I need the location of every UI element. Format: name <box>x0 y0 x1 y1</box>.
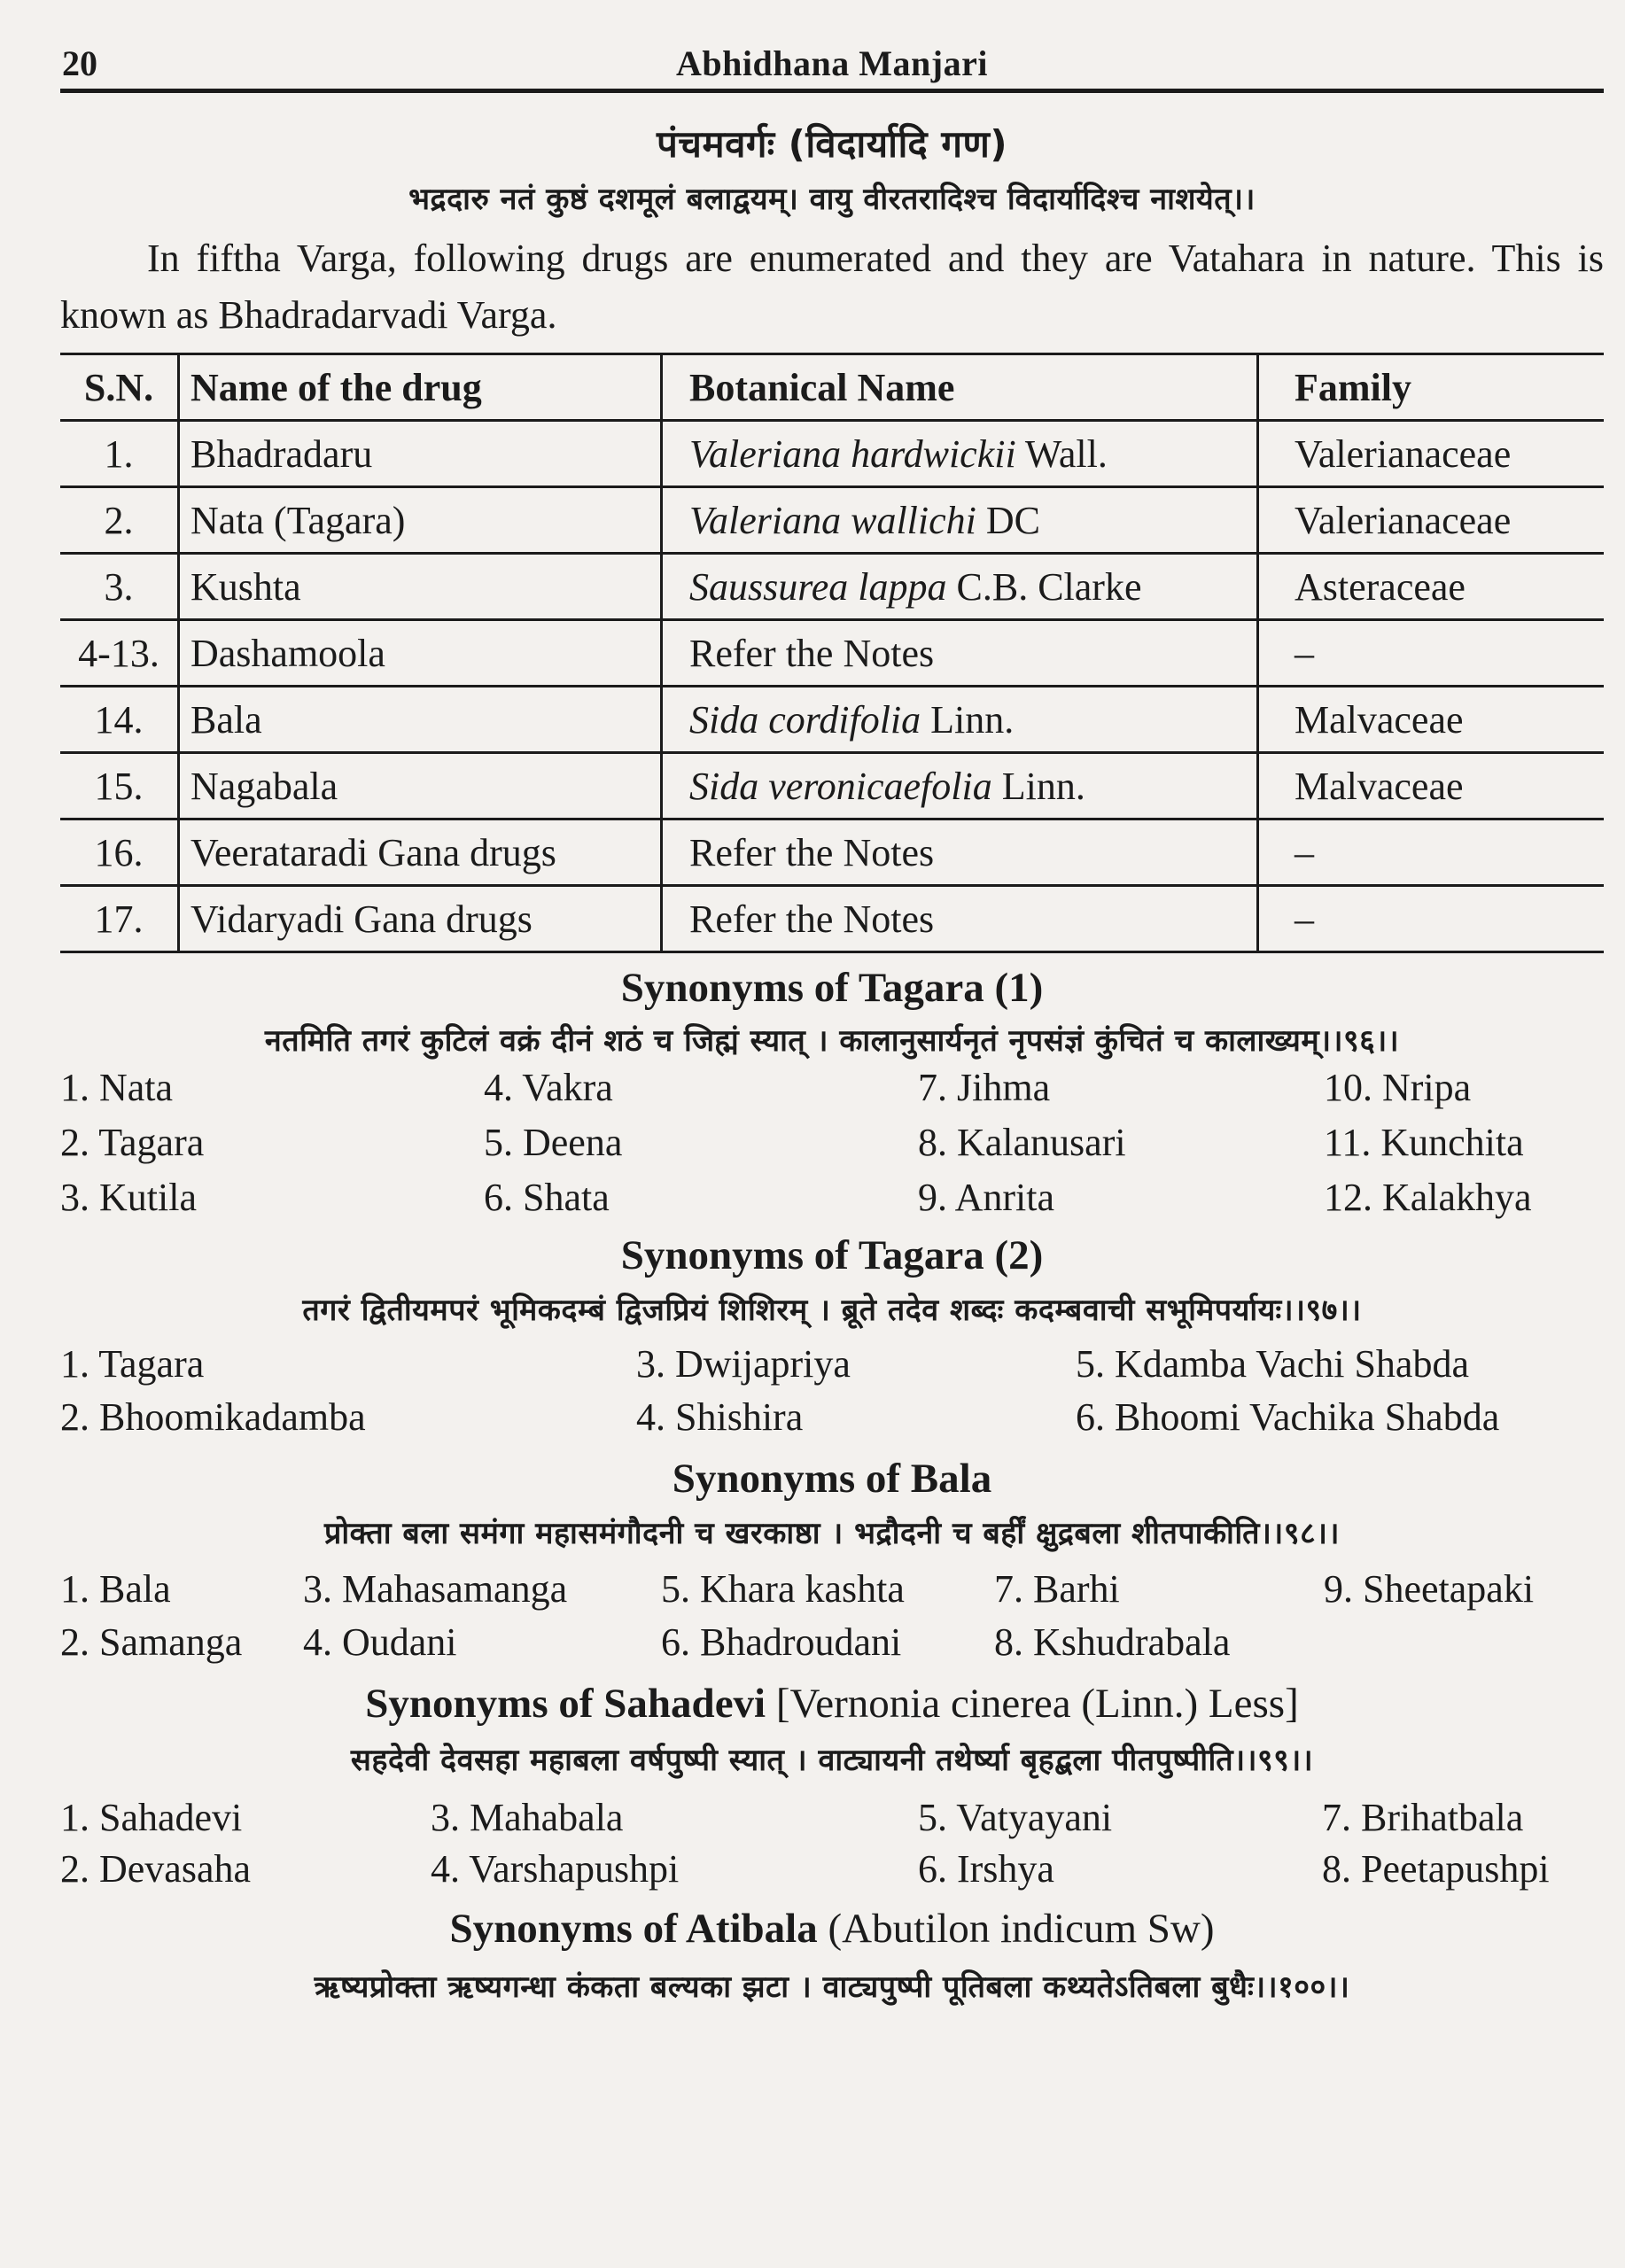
section-title-tagara-2: Synonyms of Tagara (2) <box>620 1232 1044 1278</box>
list-item: 5. Kdamba Vachi Shabda <box>1076 1342 1469 1386</box>
botanical-italic: Saussurea lappa <box>689 564 947 609</box>
book-title: Abhidhana Manjari <box>676 43 988 83</box>
verse-100: ऋष्यप्रोक्ता ऋष्यगन्धा कंकता बल्यका झटा । वाट्यपुष्पी पूतिबला कथ्यतेऽतिबला बुधैः।।१००।। <box>314 1969 1350 2005</box>
table-row <box>60 687 1604 753</box>
cell-drug: Veerataradi Gana drugs <box>179 819 662 886</box>
cell-sn: 14. <box>60 687 179 753</box>
col-header-sn: S.N. <box>60 354 179 421</box>
list-item: 7. Jihma <box>918 1066 1051 1109</box>
cell-drug: Nagabala <box>179 753 662 819</box>
table-row <box>60 886 1604 952</box>
cell-sn: 16. <box>60 819 179 886</box>
botanical-author: Refer the Notes <box>689 830 935 874</box>
cell-drug: Nata (Tagara) <box>179 487 662 554</box>
verse-98: प्रोक्ता बला समंगा महासमंगौदनी च खरकाष्ठा । भद्रौदनी च बर्हीं क्षुद्रबला शीतपाकीति।।९८।। <box>324 1516 1340 1551</box>
cell-drug: Kushta <box>179 554 662 620</box>
section-title-bala: Synonyms of Bala <box>672 1456 992 1502</box>
list-item: 3. Mahabala <box>431 1796 624 1839</box>
cell-sn: 17. <box>60 886 179 952</box>
verse-97: तगरं द्वितीयमपरं भूमिकदम्बं द्विजप्रियं शिशिरम् । ब्रूते तदेव शब्दः कदम्बवाची सभूमिपर्यायः।।९७।। <box>302 1293 1362 1328</box>
list-item: 8. Kalanusari <box>918 1121 1126 1164</box>
cell-family: – <box>1258 886 1605 952</box>
list-item: 7. Barhi <box>994 1567 1120 1611</box>
list-item: 8. Kshudrabala <box>994 1620 1231 1664</box>
list-item: 11. Kunchita <box>1324 1121 1524 1164</box>
list-item: 2. Bhoomikadamba <box>60 1395 366 1439</box>
running-header <box>60 35 1604 93</box>
botanical-author: Linn. <box>921 697 1015 742</box>
list-item: 6. Bhadroudani <box>661 1620 902 1664</box>
cell-sn: 2. <box>60 487 179 554</box>
list-item: 2. Tagara <box>60 1121 205 1164</box>
table-row <box>60 421 1604 487</box>
cell-family: Valerianaceae <box>1258 487 1605 554</box>
cell-botanical <box>662 819 1258 886</box>
cell-family: Asteraceae <box>1258 554 1605 620</box>
list-item: 3. Dwijapriya <box>636 1342 851 1386</box>
botanical-author: Refer the Notes <box>689 631 935 675</box>
cell-sn: 4-13. <box>60 620 179 687</box>
cell-drug: Dashamoola <box>179 620 662 687</box>
table-row <box>60 819 1604 886</box>
list-item: 8. Peetapushpi <box>1322 1847 1550 1891</box>
list-item: 1. Bala <box>60 1567 171 1611</box>
list-item: 5. Khara kashta <box>661 1567 905 1611</box>
list-item: 12. Kalakhya <box>1324 1176 1532 1219</box>
list-item: 3. Mahasamanga <box>303 1567 568 1611</box>
synonym-list-sahadevi <box>60 1795 1604 1903</box>
col-header-botanical: Botanical Name <box>662 354 1258 421</box>
synonym-list-bala <box>60 1566 1604 1676</box>
section-title-text: Synonyms of Atibala <box>449 1906 818 1952</box>
varga-heading: पंचमवर्गः (विदार्यादि गण) <box>656 122 1008 166</box>
section-subtitle: (Abutilon indicum Sw) <box>817 1906 1215 1952</box>
cell-family: Malvaceae <box>1258 753 1605 819</box>
document-page <box>60 35 1604 2006</box>
cell-sn: 1. <box>60 421 179 487</box>
cell-family: Malvaceae <box>1258 687 1605 753</box>
section-title-sahadevi <box>60 1680 1604 1728</box>
list-item: 10. Nripa <box>1324 1066 1472 1109</box>
table-row <box>60 487 1604 554</box>
cell-drug: Bala <box>179 687 662 753</box>
col-header-drug: Name of the drug <box>179 354 662 421</box>
table-row <box>60 554 1604 620</box>
list-item: 9. Anrita <box>918 1176 1054 1219</box>
list-item: 2. Samanga <box>60 1620 243 1664</box>
botanical-author: DC <box>976 498 1041 542</box>
verse-99: सहदेवी देवसहा महाबला वर्षपुष्पी स्यात् । वाट्यायनी तथेर्ष्या बृहद्बला पीतपुष्पीति।।९९।। <box>350 1743 1314 1778</box>
cell-family: Valerianaceae <box>1258 421 1605 487</box>
list-item: 6. Shata <box>484 1176 610 1219</box>
varga-verse: भद्रदारु नतं कुष्ठं दशमूलं बलाद्वयम्। वायु वीरतरादिश्च विदार्यादिश्च नाशयेत्।। <box>408 182 1256 217</box>
verse-96: नतमिति तगरं कुटिलं वक्रं दीनं शठं च जिह्मं स्यात् । कालानुसार्यनृतं नृपसंज्ञं कुंचितं च कालाख्यम्।।९६।। <box>264 1023 1400 1059</box>
synonym-list-tagara-2 <box>60 1341 1604 1451</box>
cell-botanical <box>662 886 1258 952</box>
list-item: 6. Bhoomi Vachika Shabda <box>1076 1395 1500 1439</box>
list-item: 6. Irshya <box>918 1847 1054 1891</box>
botanical-author: Wall. <box>1015 431 1108 476</box>
table-row <box>60 753 1604 819</box>
cell-sn: 3. <box>60 554 179 620</box>
section-title-atibala <box>60 1905 1604 1953</box>
cell-botanical <box>662 421 1258 487</box>
col-header-family: Family <box>1258 354 1605 421</box>
synonym-list-tagara-1 <box>60 1065 1604 1230</box>
cell-family: – <box>1258 819 1605 886</box>
cell-botanical <box>662 487 1258 554</box>
cell-family: – <box>1258 620 1605 687</box>
list-item: 5. Deena <box>484 1121 623 1164</box>
cell-botanical <box>662 554 1258 620</box>
list-item: 4. Vakra <box>484 1066 613 1109</box>
table-header-row <box>60 354 1604 421</box>
cell-drug: Vidaryadi Gana drugs <box>179 886 662 952</box>
intro-paragraph: In fiftha Varga, following drugs are enumerated and they are Vatahara in nature. This is known as Bhadradarvadi Varga. <box>60 237 1604 337</box>
botanical-italic: Sida veronicaefolia <box>689 764 992 808</box>
section-title-tagara-1: Synonyms of Tagara (1) <box>620 965 1044 1011</box>
cell-botanical <box>662 620 1258 687</box>
botanical-italic: Valeriana hardwickii <box>689 431 1016 476</box>
botanical-author: C.B. Clarke <box>946 564 1142 609</box>
list-item: 1. Sahadevi <box>60 1796 243 1839</box>
page-number: 20 <box>62 43 97 83</box>
list-item: 4. Varshapushpi <box>431 1847 680 1891</box>
list-item: 7. Brihatbala <box>1322 1796 1524 1839</box>
cell-botanical <box>662 753 1258 819</box>
section-subtitle: [Vernonia cinerea (Linn.) Less] <box>766 1681 1299 1727</box>
list-item: 1. Nata <box>60 1066 174 1109</box>
botanical-italic: Sida cordifolia <box>689 697 921 742</box>
cell-drug: Bhadradaru <box>179 421 662 487</box>
list-item: 5. Vatyayani <box>918 1796 1113 1839</box>
list-item: 9. Sheetapaki <box>1324 1567 1535 1611</box>
botanical-italic: Valeriana wallichi <box>689 498 976 542</box>
list-item: 4. Shishira <box>636 1395 804 1439</box>
table-row <box>60 620 1604 687</box>
list-item: 3. Kutila <box>60 1176 197 1219</box>
drug-table <box>60 353 1604 953</box>
list-item: 2. Devasaha <box>60 1847 252 1891</box>
list-item: 4. Oudani <box>303 1620 457 1664</box>
botanical-author: Refer the Notes <box>689 897 935 941</box>
botanical-author: Linn. <box>991 764 1085 808</box>
section-title-text: Synonyms of Sahadevi <box>365 1681 766 1727</box>
cell-sn: 15. <box>60 753 179 819</box>
cell-botanical <box>662 687 1258 753</box>
list-item: 1. Tagara <box>60 1342 205 1386</box>
